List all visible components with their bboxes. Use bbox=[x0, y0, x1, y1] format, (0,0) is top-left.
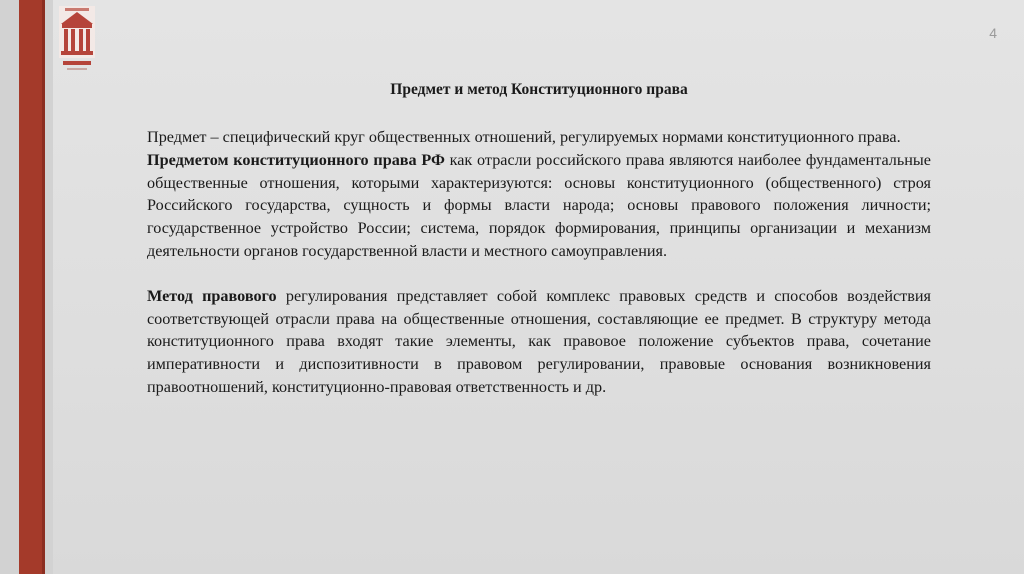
slide-title: Предмет и метод Конституционного права bbox=[390, 81, 688, 98]
paragraph-subject-rf bbox=[147, 149, 931, 263]
left-accent-bar-edge bbox=[42, 0, 45, 574]
paragraph-subject-rf-lead: Предметом конституционного права РФ bbox=[147, 150, 445, 169]
left-accent-bar bbox=[19, 0, 42, 574]
paragraph-method-text: регулирования представляет собой комплекс правовых средств и способов воздействия соответствующей отрасли права на общественные отношения, составляющие ее предмет. В структуру метода конституционного права входят такие элементы, как правовое положение субъектов права, сочетание императивности и диспозитивности в правовом регулировании, правовые основания возникновения правоотношений, конституционно-правовая ответственность и др. bbox=[147, 286, 931, 396]
paragraph-subject-rf-text: как отрасли российского права являются наиболее фундаментальные общественные отношения, которыми характеризуются: основы конституционного (общественного) строя Российского государства, сущность и формы власти народа; основы правового положения личности; государственное устройство России; система, порядок формирования, принципы организации и механизм деятельности органов государственной власти и местного самоуправления. bbox=[147, 150, 931, 260]
paragraph-subject-definition: Предмет – специфический круг общественных отношений, регулируемых нормами конституционного права. bbox=[147, 128, 901, 146]
slide-number: 4 bbox=[989, 25, 997, 41]
paragraph-method bbox=[147, 285, 931, 399]
slide-body bbox=[147, 126, 931, 399]
university-logo-icon bbox=[57, 4, 97, 76]
paragraph-spacer bbox=[147, 263, 931, 285]
paragraph-method-lead: Метод правового bbox=[147, 286, 277, 305]
